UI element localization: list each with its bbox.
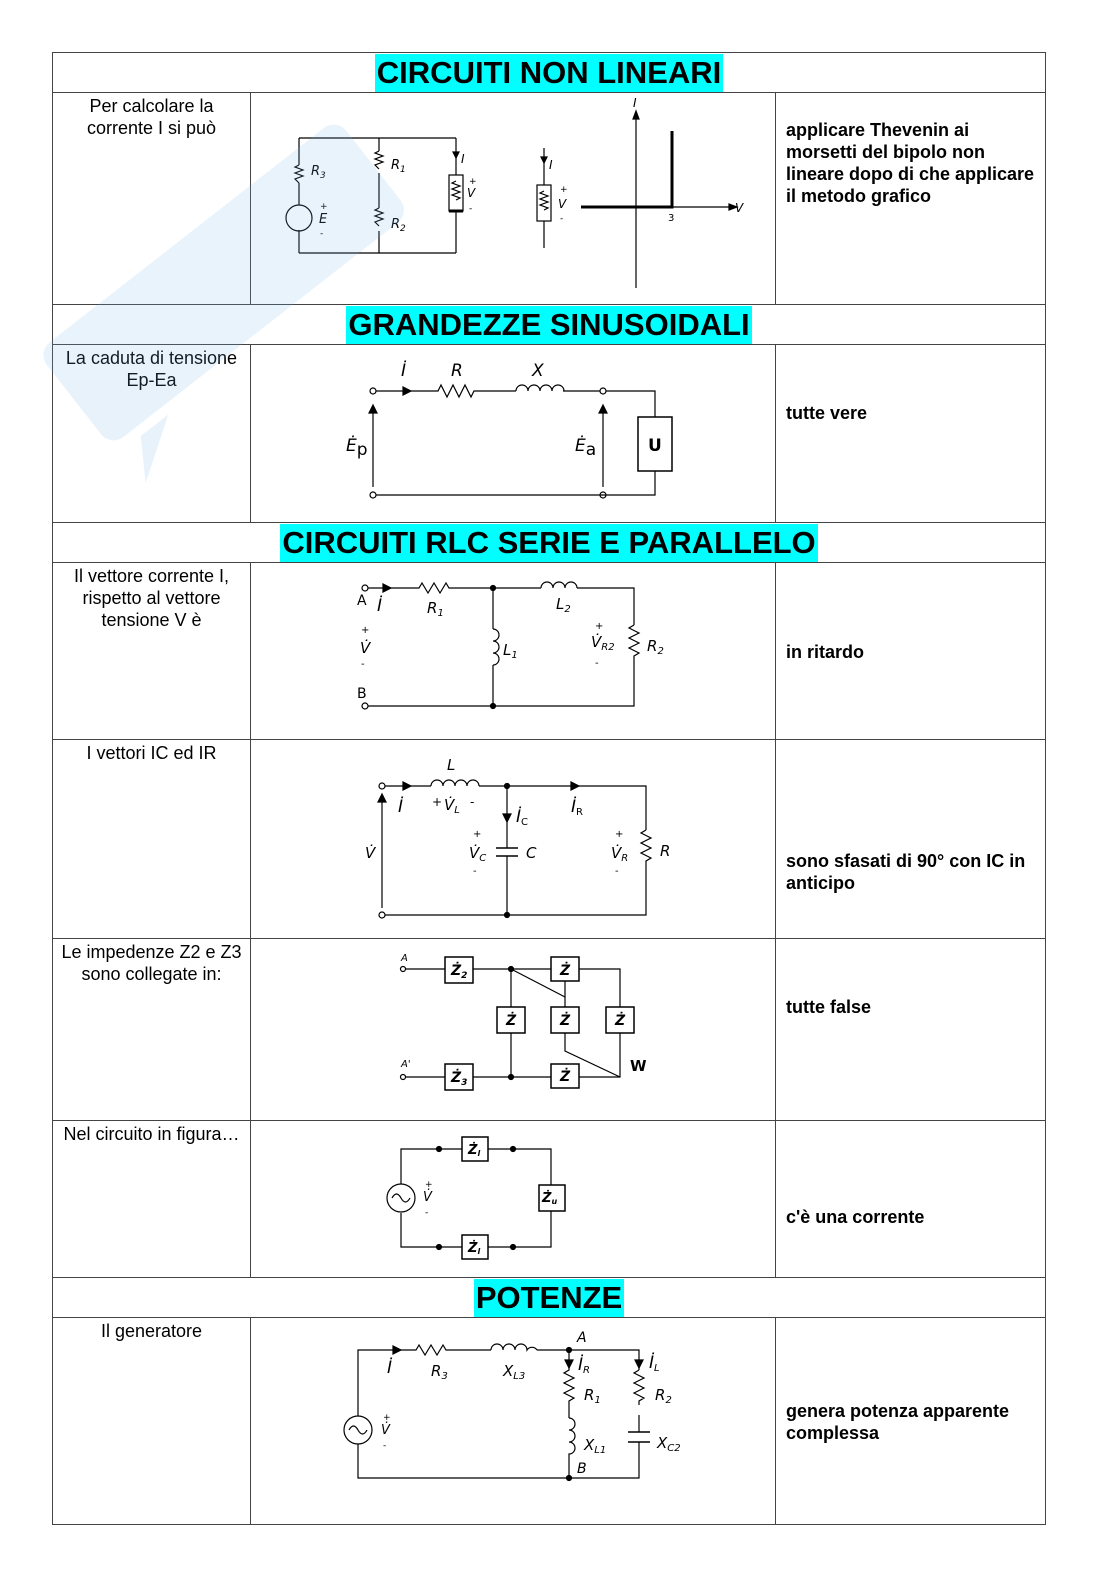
label-v-minus: - (469, 204, 473, 214)
label-v-minus: - (361, 659, 365, 670)
label-r2: $R_2$ (647, 637, 664, 657)
label-ic: İC (516, 807, 528, 828)
label-z-bottom: Ż (560, 1069, 571, 1085)
label-r: R (451, 361, 463, 381)
section-row (53, 523, 1046, 563)
label-ir: İR (571, 797, 583, 818)
label-a-prime: A' (401, 1059, 411, 1070)
axis-tick-label: 3 (668, 213, 675, 224)
label-vr2: $V̇_{R2}$ (591, 633, 615, 653)
series-impedance-figure (251, 1121, 774, 1276)
label-i: İ (398, 797, 404, 817)
figure-cell (251, 345, 776, 523)
answer-cell: tutte false (776, 939, 1046, 1121)
label-l2: $L_2$ (556, 595, 571, 615)
label-l1: $L_1$ (503, 641, 518, 661)
label-z3: $Ż_3$ (451, 1070, 468, 1088)
label-vr-minus: - (615, 866, 619, 877)
label-z2: $Ż_2$ (451, 963, 468, 981)
label-l: L (447, 756, 456, 774)
label-v-minus: - (425, 1208, 429, 1218)
question-row (53, 939, 1046, 1121)
label-z-top: Ż (560, 963, 571, 979)
label-i: I (461, 152, 465, 166)
question-row (53, 740, 1046, 939)
question-row (53, 1121, 1046, 1278)
answer-cell: applicare Thevenin ai morsetti del bipolo non lineare dopo di che applicare il metodo grafico (776, 93, 1046, 305)
label-z-top: Żl (468, 1143, 481, 1158)
label-v2: V (558, 197, 567, 211)
axis-v-label: V (735, 201, 744, 215)
label-b: B (357, 686, 367, 702)
label-z-mid2: Ż (560, 1013, 571, 1029)
label-v-plus: + (361, 625, 370, 636)
label-vr2-plus: + (595, 621, 604, 632)
label-v-plus: + (425, 1180, 433, 1190)
label-xl1: $X_{L1}$ (584, 1436, 607, 1456)
label-i2: I (549, 158, 553, 172)
section-title: CIRCUITI NON LINEARI (376, 54, 722, 90)
axis-i-label: I (633, 96, 637, 110)
label-z-mid3: Ż (615, 1013, 626, 1029)
label-e: E (319, 212, 328, 227)
label-il: İL (649, 1353, 660, 1374)
label-v-plus: + (469, 177, 477, 187)
label-i: İ (377, 596, 383, 616)
label-w: W (630, 1057, 647, 1075)
question-row (53, 345, 1046, 523)
label-vc: $V̇_C$ (469, 844, 487, 864)
label-r2: $R_2$ (391, 217, 406, 234)
label-v-minus: - (383, 1441, 387, 1451)
figure-cell (251, 740, 776, 939)
label-vl: $V̇_L$ (444, 796, 460, 816)
figure-cell (251, 939, 776, 1121)
question-row (53, 563, 1046, 740)
question-cell: Per calcolare la corrente I si può (53, 93, 251, 305)
label-ea: Ėa (575, 436, 597, 460)
label-v2-plus: + (560, 185, 568, 195)
answer-cell: sono sfasati di 90° con IC in anticipo (776, 740, 1046, 939)
question-cell: La caduta di tensione Ep-Ea (53, 345, 251, 523)
label-a: A (357, 593, 367, 609)
quiz-table (52, 52, 1046, 1525)
section-row (53, 53, 1046, 93)
label-v2-minus: - (560, 214, 564, 224)
sinusoidal-circuit-figure (251, 345, 774, 521)
label-b: B (577, 1461, 587, 1477)
answer-cell: c'è una corrente (776, 1121, 1046, 1278)
label-ep: Ėp (346, 436, 368, 460)
label-x: X (532, 361, 544, 381)
label-vr: $V̇_R$ (611, 844, 629, 864)
label-ir: İR (578, 1355, 590, 1376)
label-r1: $R_1$ (427, 599, 444, 619)
label-r3: $R_3$ (431, 1362, 448, 1382)
label-vc-plus: + (473, 829, 482, 840)
label-xl3: $X_{L3}$ (503, 1362, 526, 1382)
label-vl-minus: - (470, 795, 475, 809)
label-a: A (401, 953, 408, 964)
answer-cell: tutte vere (776, 345, 1046, 523)
question-row (53, 93, 1046, 305)
label-v: V̇ (381, 1423, 390, 1438)
question-cell: Il generatore (53, 1318, 251, 1525)
impedance-network-figure (251, 939, 774, 1119)
rlc-circuit-figure-2 (251, 740, 774, 937)
section-title: POTENZE (475, 1279, 623, 1315)
label-vr-plus: + (615, 829, 624, 840)
label-e-minus: - (320, 229, 324, 239)
power-circuit-figure (251, 1318, 774, 1523)
answer-cell: in ritardo (776, 563, 1046, 740)
section-row (53, 305, 1046, 345)
answer-cell: genera potenza apparente complessa (776, 1318, 1046, 1525)
figure-cell (251, 1121, 776, 1278)
question-cell: I vettori IC ed IR (53, 740, 251, 939)
label-u: U (648, 436, 662, 456)
section-title: GRANDEZZE SINUSOIDALI (348, 306, 750, 342)
label-v: V̇ (360, 639, 371, 657)
label-v-plus: + (383, 1413, 391, 1423)
label-r1: $R_1$ (584, 1386, 601, 1406)
label-i: İ (401, 361, 407, 381)
question-cell: Nel circuito in figura… (53, 1121, 251, 1278)
label-r: R (660, 842, 671, 860)
label-xc2: $X_{C2}$ (657, 1434, 681, 1454)
nonlinear-circuit-figure (251, 93, 774, 303)
label-vl-plus: + (432, 795, 443, 809)
figure-cell (251, 1318, 776, 1525)
rlc-circuit-figure-1 (251, 563, 774, 738)
question-cell: Le impedenze Z2 e Z3 sono collegate in: (53, 939, 251, 1121)
label-v: V̇ (423, 1190, 432, 1205)
label-r1: $R_1$ (391, 158, 406, 175)
label-z-mid1: Ż (506, 1013, 517, 1029)
label-e-plus: + (320, 202, 328, 212)
label-c: C (526, 844, 537, 862)
label-zu: Żu (542, 1191, 558, 1206)
question-row (53, 1318, 1046, 1525)
label-z-bottom: Żl (468, 1241, 481, 1256)
question-cell: Il vettore corrente I, rispetto al vettore tensione V è (53, 563, 251, 740)
figure-cell (251, 93, 776, 305)
figure-cell (251, 563, 776, 740)
label-a: A (577, 1330, 587, 1346)
label-vc-minus: - (473, 866, 477, 877)
label-i: İ (387, 1358, 393, 1378)
label-v: V̇ (365, 844, 376, 862)
label-r3: $R_3$ (311, 164, 326, 181)
section-title: CIRCUITI RLC SERIE E PARALLELO (282, 524, 816, 560)
label-r2: $R_2$ (655, 1386, 672, 1406)
label-v: V (467, 186, 476, 200)
label-vr2-minus: - (595, 658, 599, 669)
section-row (53, 1278, 1046, 1318)
